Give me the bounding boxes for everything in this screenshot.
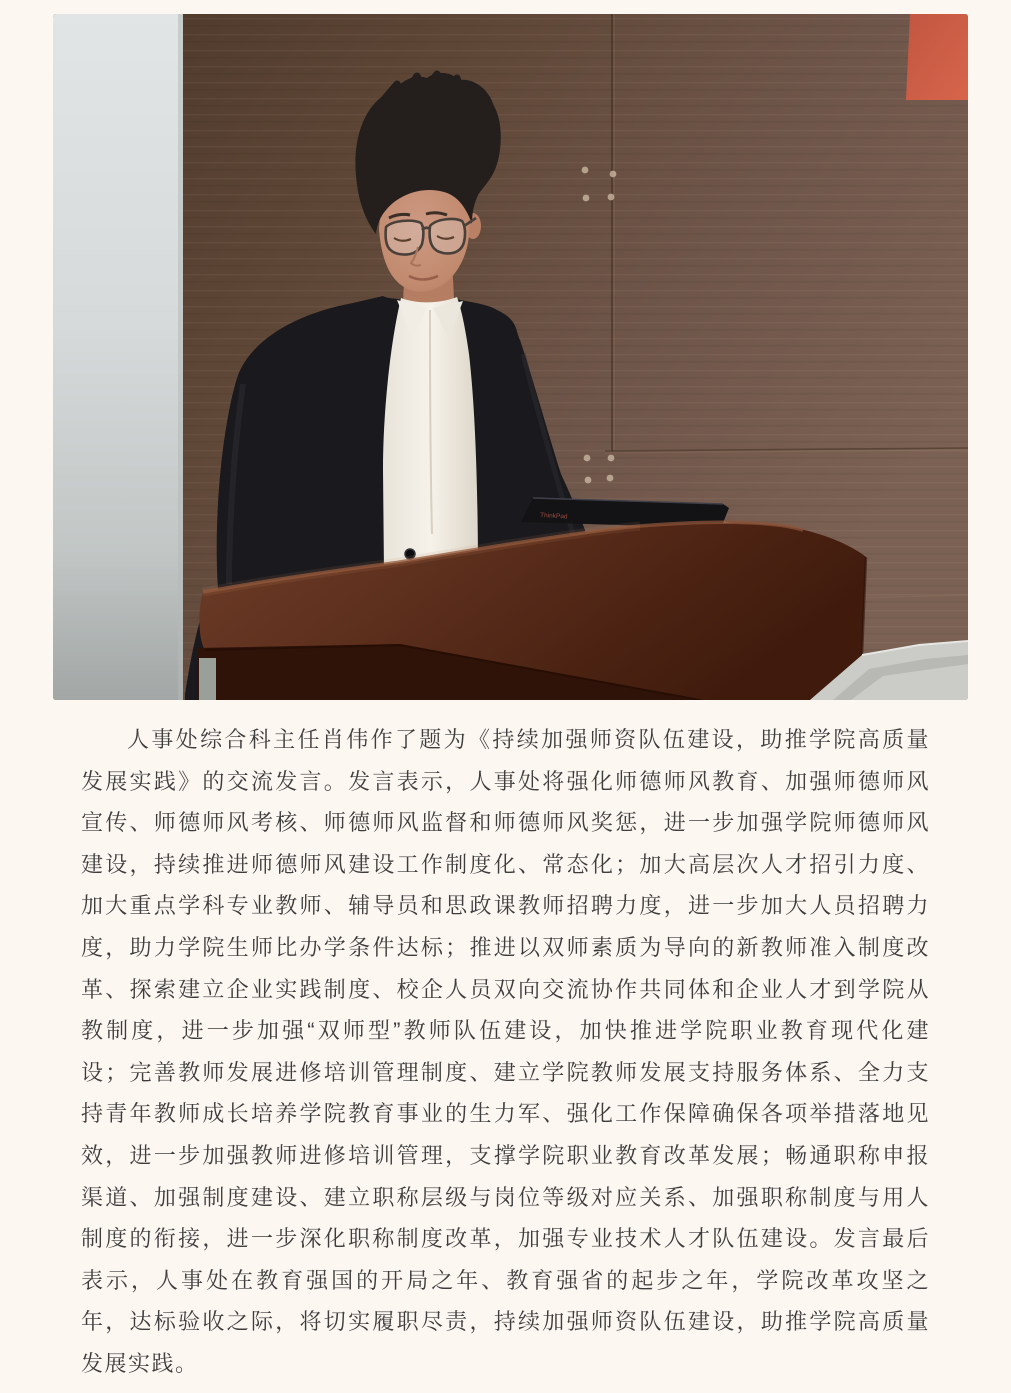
thinkpad-logo: ThinkPad [539,512,568,521]
event-photo-scene [53,14,968,700]
event-photo [53,14,968,700]
gray-object [199,658,216,700]
paragraph-line: 渠道、加强制度建设、建立职称层级与岗位等级对应关系、加强职称制度与用人 [81,1184,930,1210]
paragraph-line: 教制度，进一步加强“双师型”教师队伍建设，加快推进学院职业教育现代化建 [81,1018,930,1044]
paragraph-line: 人事处综合科主任肖伟作了题为《持续加强师资队伍建设，助推学院高质量 [127,727,930,752]
article-body [81,719,930,1385]
pillar-face [53,14,183,700]
pillar-edge-shade [178,14,183,700]
paragraph-line: 发展实践。 [81,1350,199,1376]
paragraph-line: 效，进一步加强教师进修培训管理，支撑学院职业教育改革发展；畅通职称申报 [81,1142,930,1168]
white-pillar [53,14,183,700]
paragraph-line: 革、探索建立企业实践制度、校企人员双向交流协作共同体和企业人才到学院从 [81,976,930,1002]
paragraph-line: 表示，人事处在教育强国的开局之年、教育强省的起步之年，学院改革攻坚之 [81,1267,930,1293]
paragraph-line: 建设，持续推进师德师风建设工作制度化、常态化；加大高层次人才招引力度、 [81,851,930,877]
paragraph-line: 度，助力学院生师比办学条件达标；推进以双师素质为导向的新教师准入制度改 [81,934,930,960]
paragraph-line: 加大重点学科专业教师、辅导员和思政课教师招聘力度，进一步加大人员招聘力 [81,893,930,919]
orange-banner [906,14,968,100]
paragraph-line: 发展实践》的交流发言。发言表示，人事处将强化师德师风教育、加强师德师风 [81,768,930,794]
paragraph-line: 年，达标验收之际，将切实履职尽责，持续加强师资队伍建设，助推学院高质量 [81,1309,930,1335]
paragraph-line: 设；完善教师发展进修培训管理制度、建立学院教师发展支持服务体系、全力支 [81,1059,930,1085]
glasses-right-lens [430,219,465,253]
paragraph-line: 制度的衔接，进一步深化职称制度改革，加强专业技术人才队伍建设。发言最后 [81,1226,930,1252]
paragraph-line: 宣传、师德师风考核、师德师风监督和师德师风奖惩，进一步加强学院师德师风 [81,810,930,836]
paragraph-line: 持青年教师成长培养学院教育事业的生力军、强化工作保障确保各项举措落地见 [81,1101,930,1127]
